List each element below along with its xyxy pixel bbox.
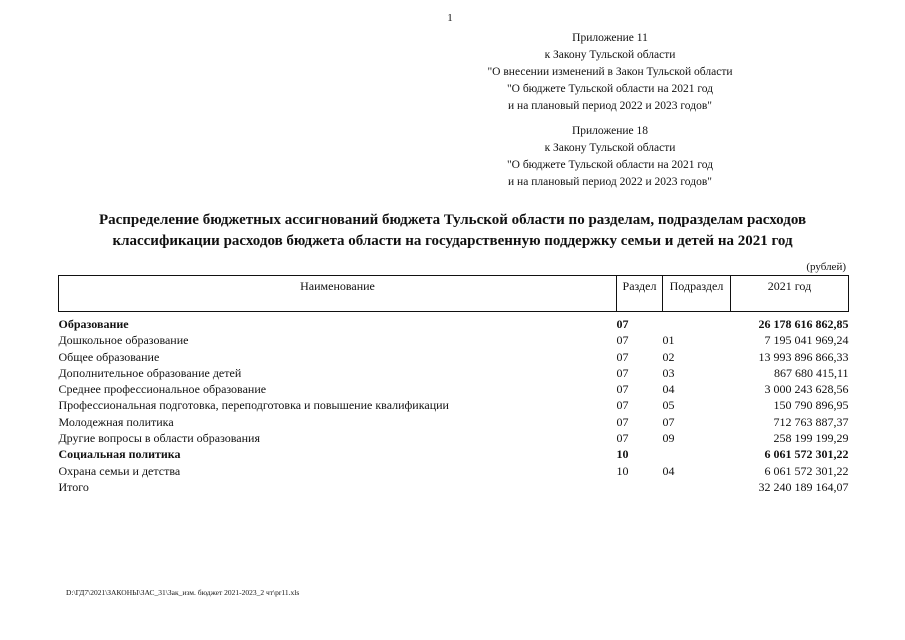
header-year: 2021 год xyxy=(731,276,849,312)
row-razdel: 10 xyxy=(616,447,629,462)
row-name: Общее образование xyxy=(58,349,160,364)
table-header-row xyxy=(59,276,849,312)
row-razdel xyxy=(617,479,663,495)
row-podrazdel xyxy=(663,446,731,462)
row-name: Дошкольное образование xyxy=(58,333,189,348)
row-razdel: 07 xyxy=(616,398,629,413)
row-amount: 7 195 041 969,24 xyxy=(764,333,849,348)
row-podrazdel xyxy=(663,316,731,332)
row-razdel: 07 xyxy=(616,365,629,380)
appendix-18-line: и на плановый период 2022 и 2023 годов" xyxy=(508,176,712,188)
appendix-11-header xyxy=(430,30,790,115)
row-razdel: 07 xyxy=(616,382,629,397)
document-title-line: классификации расходов бюджета области на государственную поддержку семьи и детей на 2021 год xyxy=(112,233,793,249)
row-podrazdel: 05 xyxy=(662,398,675,413)
appendix-11-line: "О бюджете Тульской области на 2021 год xyxy=(506,83,714,95)
table-row xyxy=(59,316,849,332)
row-podrazdel: 07 xyxy=(662,414,675,429)
appendix-11-line: Приложение 11 xyxy=(572,32,648,44)
row-razdel: 07 xyxy=(616,414,629,429)
row-amount: 867 680 415,11 xyxy=(773,365,849,380)
row-razdel: 10 xyxy=(616,463,629,478)
row-name: Профессиональная подготовка, переподготовка и повышение квалификации xyxy=(58,398,449,413)
table-row xyxy=(59,397,849,413)
appendix-18-line: Приложение 18 xyxy=(571,125,649,137)
row-name: Охрана семьи и детства xyxy=(58,463,181,478)
document-title xyxy=(40,210,865,252)
table-row xyxy=(59,479,849,495)
row-razdel: 07 xyxy=(616,317,629,331)
table-row xyxy=(59,332,849,348)
table-row xyxy=(59,463,849,479)
row-amount: 3 000 243 628,56 xyxy=(764,382,849,397)
row-amount: 6 061 572 301,22 xyxy=(764,447,849,462)
appendix-18-header xyxy=(430,123,790,191)
appendix-18-line: "О бюджете Тульской области на 2021 год xyxy=(506,159,714,171)
row-name: Образование xyxy=(58,317,129,331)
row-amount: 712 763 887,37 xyxy=(773,414,849,429)
row-razdel: 07 xyxy=(616,349,629,364)
appendix-11-line: к Закону Тульской области xyxy=(544,49,676,61)
appendix-11-line: "О внесении изменений в Закон Тульской области xyxy=(487,66,733,78)
row-amount: 13 993 896 866,33 xyxy=(758,349,849,364)
row-amount: 258 199 199,29 xyxy=(773,431,849,446)
row-podrazdel: 04 xyxy=(662,463,675,478)
row-name: Среднее профессиональное образование xyxy=(58,382,267,397)
row-podrazdel xyxy=(663,479,731,495)
document-title-line: Распределение бюджетных ассигнований бюджета Тульской области по разделам, подразделам расходов xyxy=(98,212,807,228)
row-podrazdel: 03 xyxy=(662,365,675,380)
table-row xyxy=(59,414,849,430)
row-name: Социальная политика xyxy=(58,447,181,462)
page-number: 1 xyxy=(447,12,453,24)
header-razdel: Раздел xyxy=(617,276,663,312)
table-row xyxy=(59,349,849,365)
header-podrazdel: Подраздел xyxy=(663,276,731,312)
row-name: Дополнительное образование детей xyxy=(58,365,242,380)
row-razdel: 07 xyxy=(616,431,629,446)
row-name: Другие вопросы в области образования xyxy=(58,431,260,446)
table-row xyxy=(59,446,849,462)
table-row xyxy=(59,381,849,397)
budget-table xyxy=(58,275,849,495)
appendix-18-line: к Закону Тульской области xyxy=(544,142,676,154)
row-podrazdel: 01 xyxy=(662,333,675,348)
table-row xyxy=(59,430,849,446)
row-name: Итого xyxy=(58,479,89,494)
row-name: Молодежная политика xyxy=(58,414,174,429)
unit-note: (рублей) xyxy=(806,261,846,273)
row-podrazdel: 02 xyxy=(662,349,675,364)
table-row xyxy=(59,365,849,381)
row-razdel: 07 xyxy=(616,333,629,348)
header-name: Наименование xyxy=(59,276,617,312)
row-amount: 6 061 572 301,22 xyxy=(764,463,849,478)
appendix-11-line: и на плановый период 2022 и 2023 годов" xyxy=(508,100,712,112)
row-amount: 26 178 616 862,85 xyxy=(758,317,849,331)
row-amount: 32 240 189 164,07 xyxy=(758,479,849,494)
row-podrazdel: 09 xyxy=(662,431,675,446)
footer-file-path: D:\ГД7\2021\ЗАКОНЫ\ЗАС_31\Зак_изм. бюджет 2021-2023_2 чт\pr11.xls xyxy=(66,588,300,597)
row-podrazdel: 04 xyxy=(662,382,675,397)
table-body xyxy=(59,312,849,496)
row-amount: 150 790 896,95 xyxy=(773,398,849,413)
